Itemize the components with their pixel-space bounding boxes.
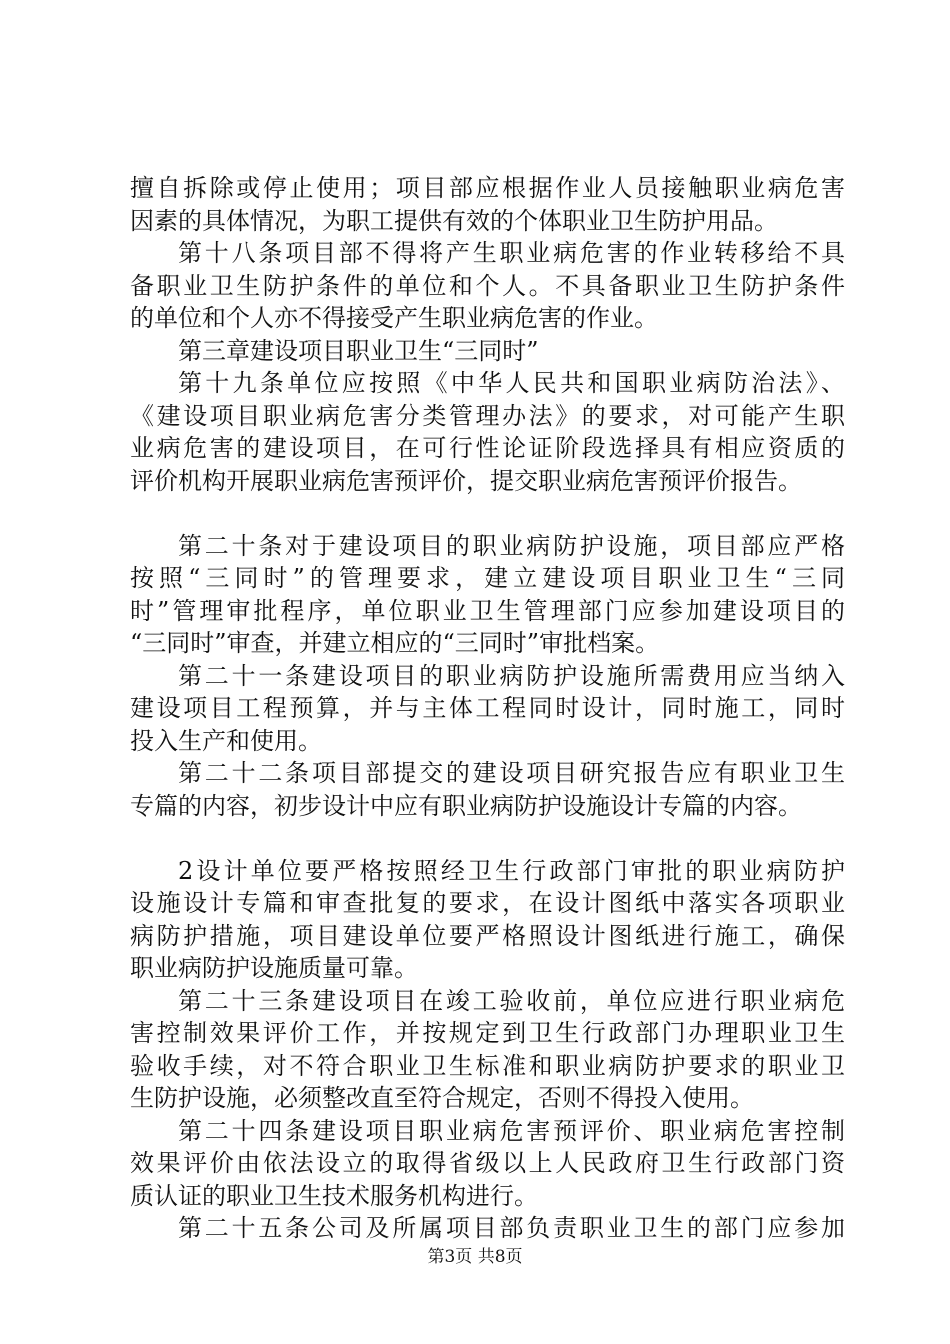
document-body: [130, 172, 845, 1245]
text-line: 第二十三条建设项目在竣工验收前，单位应进行职业病危: [178, 986, 845, 1015]
text-line: 评价机构开展职业病危害预评价，提交职业病危害预评价报告。: [130, 466, 802, 495]
paragraph-gap: [130, 497, 845, 530]
text-line: 按照“三同时”的管理要求，建立建设项目职业卫生“三同: [130, 564, 845, 592]
text-line: 擅自拆除或停止使用；项目部应根据作业人员接触职业病危害: [130, 174, 845, 202]
text-line: 业病危害的建设项目，在可行性论证阶段选择具有相应资质的: [130, 434, 845, 462]
text-line: 第二十四条建设项目职业病危害预评价、职业病危害控制: [178, 1116, 845, 1145]
text-line: 建设项目工程预算，并与主体工程同时设计，同时施工，同时: [130, 694, 845, 722]
text-line: 2设计单位要严格按照经卫生行政部门审批的职业病防护: [178, 856, 845, 885]
text-line: 病防护措施，项目建设单位要严格照设计图纸进行施工，确保: [130, 921, 845, 950]
text-line: 备职业卫生防护条件的单位和个人。不具备职业卫生防护条件: [130, 271, 845, 300]
text-line: 投入生产和使用。: [130, 726, 322, 755]
text-line: 的单位和个人亦不得接受产生职业病危害的作业。: [130, 304, 658, 332]
chapter-heading: 第三章建设项目职业卫生“三同时”: [178, 336, 539, 365]
text-line: “三同时”审查，并建立相应的“三同时”审批档案。: [130, 629, 660, 657]
text-line: 职业病防护设施质量可靠。: [130, 954, 418, 982]
text-line: 专篇的内容，初步设计中应有职业病防护设施设计专篇的内容。: [130, 791, 802, 820]
page-number-footer: 第3页 共8页: [427, 1247, 523, 1267]
text-line: 第二十五条公司及所属项目部负责职业卫生的部门应参加: [178, 1214, 845, 1242]
text-line: 时”管理审批程序，单位职业卫生管理部门应参加建设项目的: [130, 596, 845, 625]
text-line: 因素的具体情况，为职工提供有效的个体职业卫生防护用品。: [130, 206, 778, 235]
text-line: 《建设项目职业病危害分类管理办法》的要求，对可能产生职: [130, 401, 845, 430]
text-line: 第二十一条建设项目的职业病防护设施所需费用应当纳入: [178, 661, 845, 690]
text-line: 害控制效果评价工作，并按规定到卫生行政部门办理职业卫生: [130, 1019, 845, 1047]
text-line: 第十八条项目部不得将产生职业病危害的作业转移给不具: [178, 239, 845, 267]
paragraph-gap: [130, 822, 845, 855]
text-line: 生防护设施，必须整改直至符合规定，否则不得投入使用。: [130, 1084, 754, 1112]
text-line: 效果评价由依法设立的取得省级以上人民政府卫生行政部门资: [130, 1149, 845, 1177]
text-line: 设施设计专篇和审查批复的要求，在设计图纸中落实各项职业: [130, 889, 845, 917]
text-line: 第二十二条项目部提交的建设项目研究报告应有职业卫生: [178, 759, 845, 787]
text-line: 质认证的职业卫生技术服务机构进行。: [130, 1181, 538, 1210]
text-line: 验收手续，对不符合职业卫生标准和职业病防护要求的职业卫: [130, 1051, 845, 1080]
text-line: 第十九条单位应按照《中华人民共和国职业病防治法》、: [178, 369, 845, 397]
text-line: 第二十条对于建设项目的职业病防护设施，项目部应严格: [178, 531, 845, 560]
